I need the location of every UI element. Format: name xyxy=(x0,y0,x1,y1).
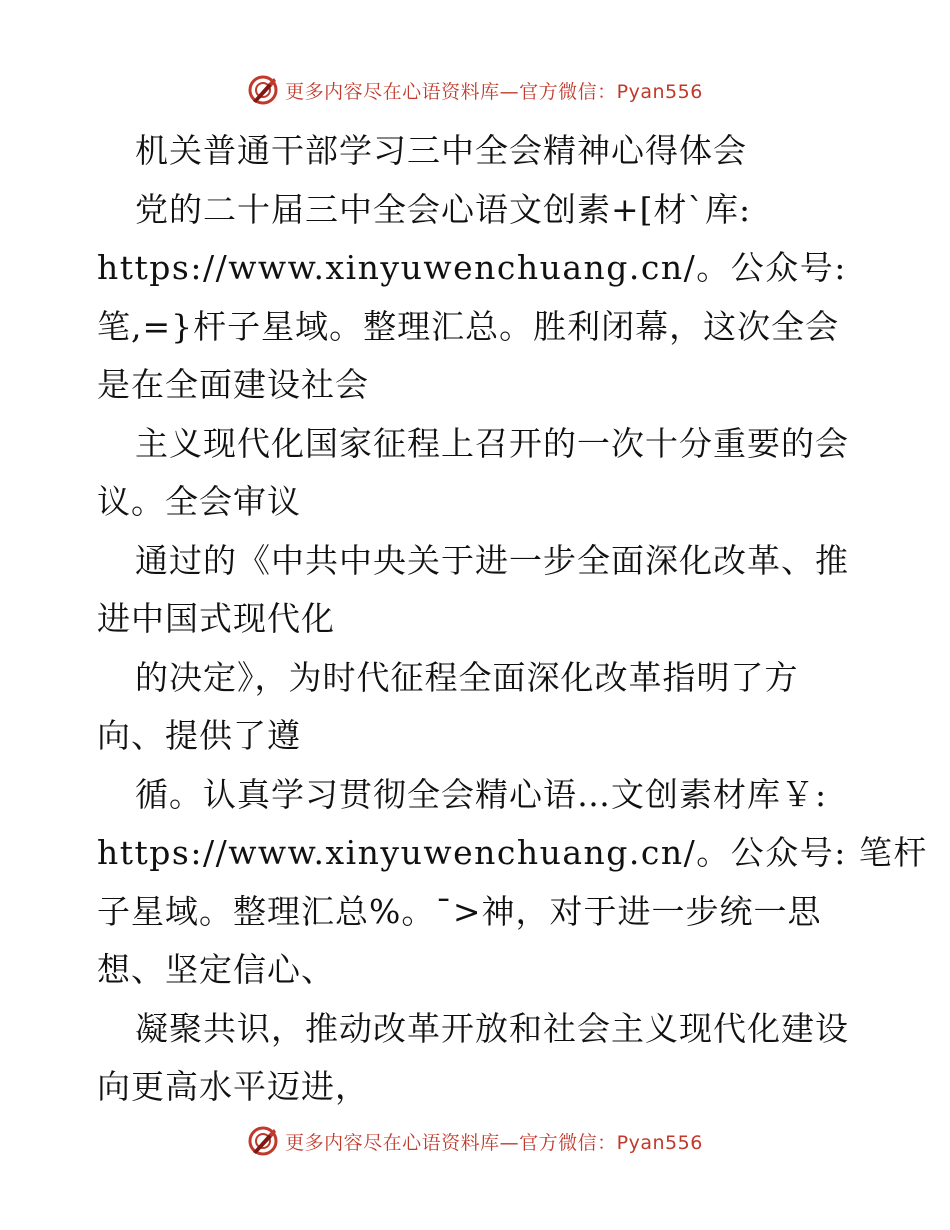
text-line: 党的二十届三中全会心语文创素+[材`库: xyxy=(135,189,752,229)
banner-text: 更多内容尽在心语资料库—官方微信：Pyan556 xyxy=(285,1131,703,1154)
pen-circle-logo-icon xyxy=(247,74,279,106)
header-banner xyxy=(0,70,950,110)
text-line: https://www.xinyuwenchuang.cn/。公众号: 笔杆 xyxy=(97,833,928,872)
text-line: 通过的《中共中央关于进一步全面深化改革、推 xyxy=(135,540,849,580)
text-line: 的决定》，为时代征程全面深化改革指明了方 xyxy=(135,657,799,697)
banner-text: 更多内容尽在心语资料库—官方微信：Pyan556 xyxy=(285,80,703,103)
text-line: 子星域。整理汇总%。¯>神，对于进一步统一思 xyxy=(97,891,822,931)
text-line: 进中国式现代化 xyxy=(97,599,335,638)
pen-circle-logo-icon xyxy=(247,1125,279,1157)
text-line: 想、坚定信心、 xyxy=(97,950,335,989)
document-body xyxy=(97,122,928,1117)
document-title: 机关普通干部学习三中全会精神心得体会 xyxy=(135,131,747,170)
text-line: 凝聚共识，推动改革开放和社会主义现代化建设 xyxy=(135,1008,849,1048)
text-line: 向、提供了遵 xyxy=(97,716,301,755)
text-line: 议。全会审议 xyxy=(97,482,301,521)
text-line: https://www.xinyuwenchuang.cn/。公众号: xyxy=(97,248,847,287)
text-line: 循。认真学习贯彻全会精心语…文创素材库￥: xyxy=(135,774,828,814)
text-line: 是在全面建设社会 xyxy=(97,365,369,404)
footer-banner xyxy=(0,1121,950,1161)
text-line: 笔,=}杆子星域。整理汇总。胜利闭幕，这次全会 xyxy=(97,306,840,346)
text-line: 向更高水平迈进， xyxy=(97,1067,369,1106)
text-line: 主义现代化国家征程上召开的一次十分重要的会 xyxy=(135,423,849,463)
